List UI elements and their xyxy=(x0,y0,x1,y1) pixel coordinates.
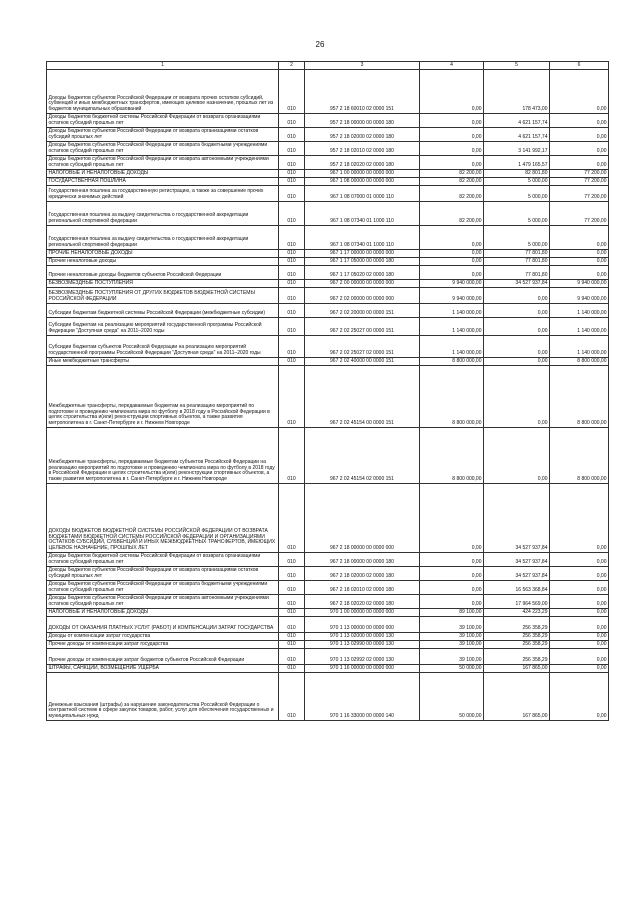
table-row xyxy=(47,665,609,673)
row-col-4: 82 200,00 xyxy=(420,178,484,186)
row-budget-code: 970 1 13 00000 00 0000 000 xyxy=(305,617,420,633)
row-budget-code: 967 1 08 07340 01 1000 110 xyxy=(305,202,420,226)
row-name: Доходы от компенсации затрат государства xyxy=(47,633,279,641)
row-col-4: 0,00 xyxy=(420,567,484,581)
row-budget-code: 967 2 02 25027 00 0000 151 xyxy=(305,318,420,336)
row-col-6: 8 800 000,00 xyxy=(550,358,609,366)
row-col-5: 34 527 937,84 xyxy=(484,567,550,581)
row-col-4: 89 100,00 xyxy=(420,609,484,617)
row-col-6: 0,00 xyxy=(550,595,609,609)
row-col-6: 77 200,00 xyxy=(550,178,609,186)
table-row xyxy=(47,567,609,581)
row-col-6: 0,00 xyxy=(550,250,609,258)
row-col-4: 1 140 000,00 xyxy=(420,336,484,358)
row-col-5: 0,00 xyxy=(484,336,550,358)
row-line-code: 010 xyxy=(279,567,305,581)
row-name: Доходы бюджетов бюджетной системы Российской Федерации от возврата организациями остатков субсидий прошлых лет xyxy=(47,553,279,567)
row-col-4: 0,00 xyxy=(420,128,484,142)
row-col-4: 50 000,00 xyxy=(420,673,484,721)
row-line-code: 010 xyxy=(279,70,305,114)
revenue-table xyxy=(46,61,609,721)
row-col-5: 82 801,80 xyxy=(484,170,550,178)
row-line-code: 010 xyxy=(279,581,305,595)
row-col-4: 82 200,00 xyxy=(420,202,484,226)
row-budget-code: 967 1 08 07000 01 0000 110 xyxy=(305,186,420,202)
row-budget-code: 967 1 08 07340 01 1000 110 xyxy=(305,226,420,250)
table-row xyxy=(47,178,609,186)
row-col-6: 0,00 xyxy=(550,70,609,114)
row-line-code: 010 xyxy=(279,178,305,186)
row-col-6: 0,00 xyxy=(550,484,609,553)
table-row xyxy=(47,186,609,202)
row-line-code: 010 xyxy=(279,366,305,428)
row-col-6: 1 140 000,00 xyxy=(550,336,609,358)
table-row xyxy=(47,553,609,567)
row-col-5: 0,00 xyxy=(484,304,550,318)
row-budget-code: 957 2 18 60010 02 0000 151 xyxy=(305,70,420,114)
table-row xyxy=(47,114,609,128)
row-col-6: 0,00 xyxy=(550,226,609,250)
row-col-5: 178 473,00 xyxy=(484,70,550,114)
row-col-6: 0,00 xyxy=(550,673,609,721)
row-col-4: 39 100,00 xyxy=(420,633,484,641)
row-budget-code: 967 1 00 00000 00 0000 000 xyxy=(305,170,420,178)
row-col-4: 8 800 000,00 xyxy=(420,428,484,484)
table-row xyxy=(47,633,609,641)
row-col-5: 256 358,29 xyxy=(484,633,550,641)
row-col-4: 9 940 000,00 xyxy=(420,280,484,288)
table-row xyxy=(47,428,609,484)
row-col-4: 1 140 000,00 xyxy=(420,304,484,318)
row-name: Доходы бюджетов субъектов Российской Федерации от возврата прочих остатков субсидий, субвенций и иных межбюджетных трансфертов, имеющих целевое назначение, прошлых лет из бюджетов муниципальных образований xyxy=(47,70,279,114)
row-col-6: 0,00 xyxy=(550,633,609,641)
row-col-5: 34 527 937,84 xyxy=(484,280,550,288)
row-col-4: 9 940 000,00 xyxy=(420,288,484,304)
row-col-6: 0,00 xyxy=(550,258,609,266)
row-line-code: 010 xyxy=(279,114,305,128)
row-col-5: 256 358,29 xyxy=(484,617,550,633)
row-line-code: 010 xyxy=(279,128,305,142)
row-budget-code: 970 1 13 02000 00 0000 130 xyxy=(305,633,420,641)
row-line-code: 010 xyxy=(279,484,305,553)
row-col-4: 0,00 xyxy=(420,484,484,553)
row-budget-code: 957 2 18 02020 02 0000 180 xyxy=(305,156,420,170)
row-col-4: 0,00 xyxy=(420,595,484,609)
row-name: ПРОЧИЕ НЕНАЛОГОВЫЕ ДОХОДЫ xyxy=(47,250,279,258)
header-col-2: 2 xyxy=(279,62,305,70)
row-col-4: 0,00 xyxy=(420,553,484,567)
row-col-6: 77 200,00 xyxy=(550,186,609,202)
row-budget-code: 970 1 13 02992 02 0000 130 xyxy=(305,649,420,665)
row-name: Государственная пошлина за выдачу свидетельства о государственной аккредитации региональной спортивной федерации xyxy=(47,226,279,250)
table-row xyxy=(47,202,609,226)
row-line-code: 010 xyxy=(279,641,305,649)
table-row xyxy=(47,358,609,366)
row-col-4: 8 800 000,00 xyxy=(420,358,484,366)
table-row xyxy=(47,280,609,288)
row-col-5: 3 141 992,17 xyxy=(484,142,550,156)
row-line-code: 010 xyxy=(279,258,305,266)
row-col-4: 0,00 xyxy=(420,226,484,250)
row-name: Межбюджетные трансферты, передаваемые бюджетам на реализацию мероприятий по подготовке и проведению чемпионата мира по футболу в 2018 году в Российской Федерации в целях строительства и(или) реконструкции спортивных объектов, а также развития метрополитена в г. Санкт-Петербурге и г. Нижнем Новгороде xyxy=(47,366,279,428)
row-line-code: 010 xyxy=(279,226,305,250)
row-col-4: 39 100,00 xyxy=(420,617,484,633)
row-col-5: 4 621 157,74 xyxy=(484,128,550,142)
row-name: Межбюджетные трансферты, передаваемые бюджетам субъектов Российской Федерации на реализацию мероприятий по подготовке и проведению чемпионата мира по футболу в 2018 году в Российской Федерации в целях строительства и(или) реконструкции спортивных объектов, а также развития метрополитена в г. Санкт-Петербурге и г. Нижнем Новгороде xyxy=(47,428,279,484)
row-name: Государственная пошлина за выдачу свидетельства о государственной аккредитации региональной спортивной федерации xyxy=(47,202,279,226)
row-budget-code: 970 1 00 00000 00 0000 000 xyxy=(305,609,420,617)
table-row xyxy=(47,673,609,721)
row-budget-code: 967 2 18 02000 02 0000 180 xyxy=(305,567,420,581)
row-col-5: 0,00 xyxy=(484,358,550,366)
row-col-5: 34 527 937,84 xyxy=(484,484,550,553)
row-line-code: 010 xyxy=(279,142,305,156)
row-col-4: 50 000,00 xyxy=(420,665,484,673)
row-col-5: 167 865,00 xyxy=(484,665,550,673)
row-budget-code: 970 1 13 02990 00 0000 130 xyxy=(305,641,420,649)
table-row xyxy=(47,617,609,633)
row-line-code: 010 xyxy=(279,250,305,258)
header-col-4: 4 xyxy=(420,62,484,70)
row-line-code: 010 xyxy=(279,336,305,358)
row-col-5: 4 621 157,74 xyxy=(484,114,550,128)
row-col-6: 0,00 xyxy=(550,567,609,581)
row-name: Прочие доходы от компенсации затрат государства xyxy=(47,641,279,649)
row-name: Иные межбюджетные трансферты xyxy=(47,358,279,366)
row-line-code: 010 xyxy=(279,156,305,170)
row-budget-code: 967 1 17 00000 00 0000 000 xyxy=(305,250,420,258)
row-col-6: 9 940 000,00 xyxy=(550,288,609,304)
row-line-code: 010 xyxy=(279,266,305,280)
table-row xyxy=(47,304,609,318)
table-row xyxy=(47,288,609,304)
row-col-5: 77 801,80 xyxy=(484,250,550,258)
row-col-4: 0,00 xyxy=(420,266,484,280)
row-budget-code: 967 2 18 00000 00 0000 180 xyxy=(305,553,420,567)
row-budget-code: 967 2 02 40000 00 0000 151 xyxy=(305,358,420,366)
row-name: Государственная пошлина за государственную регистрацию, а также за совершение прочих юридически значимых действий xyxy=(47,186,279,202)
row-budget-code: 967 1 17 05000 00 0000 180 xyxy=(305,258,420,266)
row-name: Доходы бюджетов субъектов Российской Федерации от возврата автономными учреждениями остатков субсидий прошлых лет xyxy=(47,156,279,170)
row-col-4: 0,00 xyxy=(420,142,484,156)
row-name: Субсидии бюджетам на реализацию мероприятий государственной программы Российской Федерации "Доступная среда" на 2011–2020 годы xyxy=(47,318,279,336)
row-name: ДОХОДЫ БЮДЖЕТОВ БЮДЖЕТНОЙ СИСТЕМЫ РОССИЙСКОЙ ФЕДЕРАЦИИ ОТ ВОЗВРАТА БЮДЖЕТАМИ БЮДЖЕТНОЙ СИСТЕМЫ РОССИЙСКОЙ ФЕДЕРАЦИИ И ОРГАНИЗАЦИЯМИ ОСТАТКОВ СУБСИДИЙ, СУБВЕНЦИЙ И ИНЫХ МЕЖБЮДЖЕТНЫХ ТРАНСФЕРТОВ, ИМЕЮЩИХ ЦЕЛЕВОЕ НАЗНАЧЕНИЕ, ПРОШЛЫХ ЛЕТ xyxy=(47,484,279,553)
table-row xyxy=(47,156,609,170)
row-budget-code: 970 1 16 33000 00 0000 140 xyxy=(305,673,420,721)
row-line-code: 010 xyxy=(279,358,305,366)
row-name: Денежные взыскания (штрафы) за нарушение законодательства Российской Федерации о контрактной системе в сфере закупок товаров, работ, услуг для обеспечения государственных и муниципальных нужд xyxy=(47,673,279,721)
row-col-5: 16 563 368,84 xyxy=(484,581,550,595)
row-line-code: 010 xyxy=(279,665,305,673)
table-row xyxy=(47,581,609,595)
row-col-5: 77 801,80 xyxy=(484,266,550,280)
table-row xyxy=(47,366,609,428)
row-budget-code: 967 2 02 25027 02 0000 151 xyxy=(305,336,420,358)
table-row xyxy=(47,170,609,178)
row-line-code: 010 xyxy=(279,673,305,721)
row-budget-code: 967 2 00 00000 00 0000 000 xyxy=(305,280,420,288)
table-row xyxy=(47,484,609,553)
row-budget-code: 967 2 18 02020 02 0000 180 xyxy=(305,595,420,609)
table-row xyxy=(47,318,609,336)
row-budget-code: 967 2 02 45154 02 0000 151 xyxy=(305,428,420,484)
header-col-6: 6 xyxy=(550,62,609,70)
row-budget-code: 957 2 18 02000 02 0000 180 xyxy=(305,128,420,142)
row-name: НАЛОГОВЫЕ И НЕНАЛОГОВЫЕ ДОХОДЫ xyxy=(47,170,279,178)
row-col-4: 1 140 000,00 xyxy=(420,318,484,336)
row-col-6: 1 140 000,00 xyxy=(550,304,609,318)
row-line-code: 010 xyxy=(279,202,305,226)
row-line-code: 010 xyxy=(279,288,305,304)
row-col-6: 0,00 xyxy=(550,617,609,633)
table-row xyxy=(47,649,609,665)
row-col-5: 167 865,00 xyxy=(484,673,550,721)
row-col-5: 5 000,00 xyxy=(484,226,550,250)
row-col-6: 8 800 000,00 xyxy=(550,428,609,484)
row-name: Доходы бюджетов субъектов Российской Федерации от возврата бюджетными учреждениями остатков субсидий прошлых лет xyxy=(47,142,279,156)
row-col-6: 0,00 xyxy=(550,665,609,673)
row-budget-code: 970 1 16 00000 00 0000 000 xyxy=(305,665,420,673)
row-line-code: 010 xyxy=(279,280,305,288)
row-col-6: 0,00 xyxy=(550,641,609,649)
table-row xyxy=(47,128,609,142)
row-name: Доходы бюджетов субъектов Российской Федерации от возврата организациями остатков субсидий прошлых лет xyxy=(47,567,279,581)
table-row xyxy=(47,70,609,114)
row-name: Прочие неналоговые доходы бюджетов субъектов Российской Федерации xyxy=(47,266,279,280)
row-name: БЕЗВОЗМЕЗДНЫЕ ПОСТУПЛЕНИЯ ОТ ДРУГИХ БЮДЖЕТОВ БЮДЖЕТНОЙ СИСТЕМЫ РОССИЙСКОЙ ФЕДЕРАЦИИ xyxy=(47,288,279,304)
row-name: НАЛОГОВЫЕ И НЕНАЛОГОВЫЕ ДОХОДЫ xyxy=(47,609,279,617)
row-col-5: 0,00 xyxy=(484,288,550,304)
row-name: Доходы бюджетов субъектов Российской Федерации от возврата автономными учреждениями остатков субсидий прошлых лет xyxy=(47,595,279,609)
row-budget-code: 967 2 02 00000 00 0000 000 xyxy=(305,288,420,304)
table-body xyxy=(47,70,609,721)
row-col-6: 0,00 xyxy=(550,553,609,567)
row-budget-code: 957 2 18 02010 02 0000 180 xyxy=(305,142,420,156)
row-col-6: 9 940 000,00 xyxy=(550,280,609,288)
row-col-5: 34 527 937,84 xyxy=(484,553,550,567)
row-col-4: 0,00 xyxy=(420,114,484,128)
table-row xyxy=(47,336,609,358)
table-row xyxy=(47,250,609,258)
header-col-3: 3 xyxy=(305,62,420,70)
row-col-6: 1 140 000,00 xyxy=(550,318,609,336)
table-row xyxy=(47,226,609,250)
row-name: Доходы бюджетов субъектов Российской Федерации от возврата бюджетными учреждениями остатков субсидий прошлых лет xyxy=(47,581,279,595)
table-row xyxy=(47,595,609,609)
row-col-6: 0,00 xyxy=(550,266,609,280)
row-col-5: 0,00 xyxy=(484,428,550,484)
row-col-6: 0,00 xyxy=(550,609,609,617)
row-col-4: 0,00 xyxy=(420,70,484,114)
row-name: Доходы бюджетов бюджетной системы Российской Федерации от возврата организациями остатков субсидий прошлых лет xyxy=(47,114,279,128)
row-line-code: 010 xyxy=(279,318,305,336)
row-budget-code: 967 2 18 02010 02 0000 180 xyxy=(305,581,420,595)
row-col-4: 39 100,00 xyxy=(420,649,484,665)
row-col-4: 8 800 000,00 xyxy=(420,366,484,428)
row-col-5: 0,00 xyxy=(484,318,550,336)
row-name: Субсидии бюджетам бюджетной системы Российской Федерации (межбюджетные субсидии) xyxy=(47,304,279,318)
header-col-5: 5 xyxy=(484,62,550,70)
row-col-5: 424 223,29 xyxy=(484,609,550,617)
row-col-5: 5 000,00 xyxy=(484,178,550,186)
row-col-5: 0,00 xyxy=(484,366,550,428)
row-col-5: 17 964 569,00 xyxy=(484,595,550,609)
row-col-6: 0,00 xyxy=(550,649,609,665)
row-col-4: 82 200,00 xyxy=(420,170,484,178)
row-col-6: 0,00 xyxy=(550,156,609,170)
row-col-5: 256 358,29 xyxy=(484,641,550,649)
row-col-4: 0,00 xyxy=(420,258,484,266)
row-line-code: 010 xyxy=(279,186,305,202)
row-col-6: 0,00 xyxy=(550,142,609,156)
row-line-code: 010 xyxy=(279,617,305,633)
table-row xyxy=(47,142,609,156)
row-budget-code: 967 1 17 05020 02 0000 180 xyxy=(305,266,420,280)
row-col-5: 5 000,00 xyxy=(484,202,550,226)
row-name: Субсидии бюджетам субъектов Российской Федерации на реализацию мероприятий государственной программы Российской Федерации "Доступная среда" на 2011–2020 годы xyxy=(47,336,279,358)
row-col-6: 8 800 000,00 xyxy=(550,366,609,428)
row-name: ШТРАФЫ, САНКЦИИ, ВОЗМЕЩЕНИЕ УЩЕРБА xyxy=(47,665,279,673)
row-col-5: 1 479 165,57 xyxy=(484,156,550,170)
row-budget-code: 967 2 18 00000 00 0000 000 xyxy=(305,484,420,553)
page-number: 26 xyxy=(315,40,325,49)
row-name: ГОСУДАРСТВЕННАЯ ПОШЛИНА xyxy=(47,178,279,186)
row-col-5: 5 000,00 xyxy=(484,186,550,202)
row-name: БЕЗВОЗМЕЗДНЫЕ ПОСТУПЛЕНИЯ xyxy=(47,280,279,288)
row-line-code: 010 xyxy=(279,170,305,178)
row-budget-code: 957 2 18 00000 00 0000 180 xyxy=(305,114,420,128)
table-row xyxy=(47,266,609,280)
row-budget-code: 967 2 02 20000 00 0000 151 xyxy=(305,304,420,318)
row-col-4: 0,00 xyxy=(420,581,484,595)
row-budget-code: 967 2 02 45154 00 0000 151 xyxy=(305,366,420,428)
row-col-5: 77 801,80 xyxy=(484,258,550,266)
row-col-4: 82 200,00 xyxy=(420,186,484,202)
row-line-code: 010 xyxy=(279,428,305,484)
row-name: Прочие неналоговые доходы xyxy=(47,258,279,266)
row-line-code: 010 xyxy=(279,649,305,665)
row-col-6: 77 200,00 xyxy=(550,202,609,226)
row-col-4: 0,00 xyxy=(420,250,484,258)
row-col-6: 0,00 xyxy=(550,128,609,142)
row-col-6: 0,00 xyxy=(550,114,609,128)
table-row xyxy=(47,609,609,617)
row-line-code: 010 xyxy=(279,595,305,609)
row-name: Прочие доходы от компенсации затрат бюджетов субъектов Российской Федерации xyxy=(47,649,279,665)
row-col-6: 77 200,00 xyxy=(550,170,609,178)
row-col-4: 39 100,00 xyxy=(420,641,484,649)
row-line-code: 010 xyxy=(279,553,305,567)
row-budget-code: 967 1 08 00000 00 0000 000 xyxy=(305,178,420,186)
table-row xyxy=(47,258,609,266)
row-line-code: 010 xyxy=(279,609,305,617)
row-name: ДОХОДЫ ОТ ОКАЗАНИЯ ПЛАТНЫХ УСЛУГ (РАБОТ) И КОМПЕНСАЦИИ ЗАТРАТ ГОСУДАРСТВА xyxy=(47,617,279,633)
table-row xyxy=(47,641,609,649)
table-header-row xyxy=(47,62,609,70)
header-col-1: 1 xyxy=(47,62,279,70)
row-name: Доходы бюджетов субъектов Российской Федерации от возврата организациями остатков субсидий прошлых лет xyxy=(47,128,279,142)
row-line-code: 010 xyxy=(279,304,305,318)
row-col-4: 0,00 xyxy=(420,156,484,170)
row-col-6: 0,00 xyxy=(550,581,609,595)
row-line-code: 010 xyxy=(279,633,305,641)
row-col-5: 256 358,29 xyxy=(484,649,550,665)
